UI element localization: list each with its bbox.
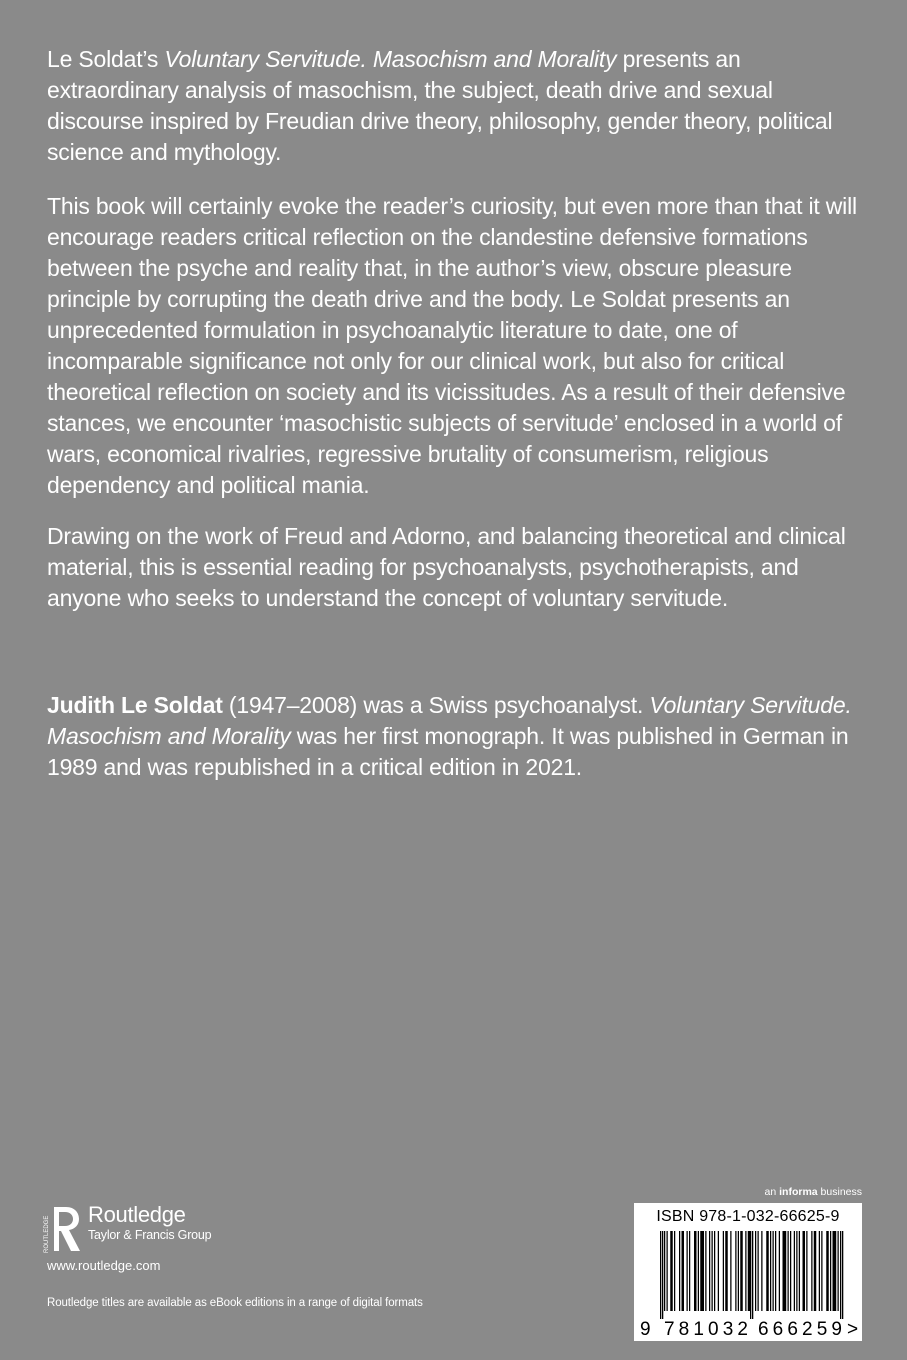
barcode-bar [788,1231,789,1311]
routledge-r-logo-icon [42,1203,84,1255]
barcode-bar [790,1231,791,1311]
barcode-bar [725,1231,728,1311]
barcode-bar [826,1231,829,1311]
barcode-bar [745,1231,746,1311]
barcode-bar [811,1231,812,1311]
publisher-logo [42,1203,211,1255]
barcode-bar [735,1231,736,1311]
barcode-bar [740,1231,743,1311]
informa-suffix: business [817,1186,862,1198]
barcode-bar [705,1231,706,1311]
barcode-bar [779,1231,780,1311]
barcode-bar [748,1231,751,1311]
barcode-guard-bar [662,1231,663,1319]
barcode-bar [730,1231,731,1311]
barcode-bar [821,1231,822,1311]
para1-text: presents an extraordinary analysis of masochism, the subject, death drive and sexual discourse inspired by Freudian drive theory, philosophy, gender theory, political science and mythology. [47,46,833,165]
barcode-bar [674,1231,675,1311]
barcode-bar [664,1231,665,1311]
barcode-bar [712,1231,713,1311]
barcode-guard-bar [842,1231,843,1319]
barcode-bar [770,1231,771,1311]
publisher-website[interactable]: www.routledge.com [47,1258,161,1273]
author-name: Judith Le Soldat [47,692,223,718]
barcode-bar [833,1231,837,1311]
book-title-italic: Voluntary Servitude. Masochism and Morality [164,46,617,72]
barcode-bar [718,1231,719,1311]
barcode-bar [799,1231,800,1311]
barcode-bar [679,1231,680,1311]
publisher-name: Routledge [88,1202,186,1227]
barcode-bar [738,1231,739,1311]
description-paragraph-1 [47,44,862,187]
barcode-bar [694,1231,697,1311]
ebook-note: Routledge titles are available as eBook editions in a range of digital formats [47,1297,423,1309]
description-paragraph-2 [47,191,862,520]
barcode-digits-left: 781032 [664,1319,748,1340]
barcode-bar [830,1231,831,1311]
barcode-bar [687,1231,688,1311]
barcode-bar [794,1231,795,1311]
barcode-bar [714,1231,715,1311]
barcode-bar [803,1231,806,1311]
barcode-quiet-mark: > [847,1319,859,1340]
para2-text: This book will certainly evoke the reader’s curiosity, but even more than that it will encourage readers critical reflection on the clandestine defensive formations between the psyche and reality that, in the author’s view, obscure pleasure principle by corrupting the death drive and the body. Le Soldat presents an unprecedented formulation in psychoanalytic literature to date, one of incomparable significance not only for our clinical work, but also for critical theoretical reflection on society and its vicissitudes. As a result of their defensive stances, we encounter ‘masochistic subjects of servitude’ enclosed in a world of wars, economical rivalries, regressive brutality of consumerism, religious dependency and political mania. [47,193,857,498]
barcode-bar [806,1231,807,1311]
barcode-digit-first: 9 [640,1319,651,1340]
barcode-bar [796,1231,797,1311]
barcode-bar [773,1231,774,1311]
informa-business-tagline [765,1186,862,1198]
barcode-bar [761,1231,762,1311]
bio-text-2: was her first monograph. It was published in German in 1989 and was republished in a critical edition in 2021. [47,723,849,780]
barcode-bar [814,1231,817,1311]
barcode-bar [698,1231,699,1311]
barcode-bar [670,1231,673,1311]
para3-text: Drawing on the work of Freud and Adorno, and balancing theoretical and clinical material, this is essential reading for psychoanalysts, psychotherapists, and anyone who seeks to understand the concept of voluntary servitude. [47,523,846,611]
isbn-barcode [634,1203,862,1341]
informa-brand: informa [779,1186,818,1198]
barcode-guard-bar [750,1231,751,1319]
barcode-bar [783,1231,787,1311]
isbn-label: ISBN 978-1-032-66625-9 [656,1208,840,1225]
barcode-bars [660,1231,843,1319]
bio-text-1: (1947–2008) was a Swiss psychoanalyst. [222,692,650,718]
barcode-guard-bar [840,1231,841,1319]
barcode-guard-bar [660,1231,661,1319]
barcode-bar [700,1231,704,1311]
barcode-bar [838,1231,839,1311]
barcode-digits-right: 666259 [758,1319,842,1340]
barcode-bar [755,1231,756,1311]
barcode-bar [682,1231,685,1311]
barcode-bar [709,1231,710,1311]
barcode-guard-bar [752,1231,753,1319]
para1-prefix: Le Soldat’s [47,46,165,72]
barcode-bar [689,1231,690,1311]
barcode-graphic [634,1203,862,1341]
barcode-bar [766,1231,769,1311]
author-bio [47,690,862,802]
barcode-bar [775,1231,776,1311]
publisher-group: Taylor & Francis Group [88,1228,212,1242]
bio-book-title: Voluntary Servitude. Masochism and Morality [47,692,852,749]
barcode-bar [758,1231,759,1311]
routledge-vertical-mark: ROUTLEDGE [44,1215,50,1253]
barcode-bar [723,1231,724,1311]
barcode-bar [819,1231,820,1311]
informa-prefix: an [764,1186,780,1198]
description-paragraph-3 [47,521,862,633]
barcode-bar [667,1231,668,1311]
